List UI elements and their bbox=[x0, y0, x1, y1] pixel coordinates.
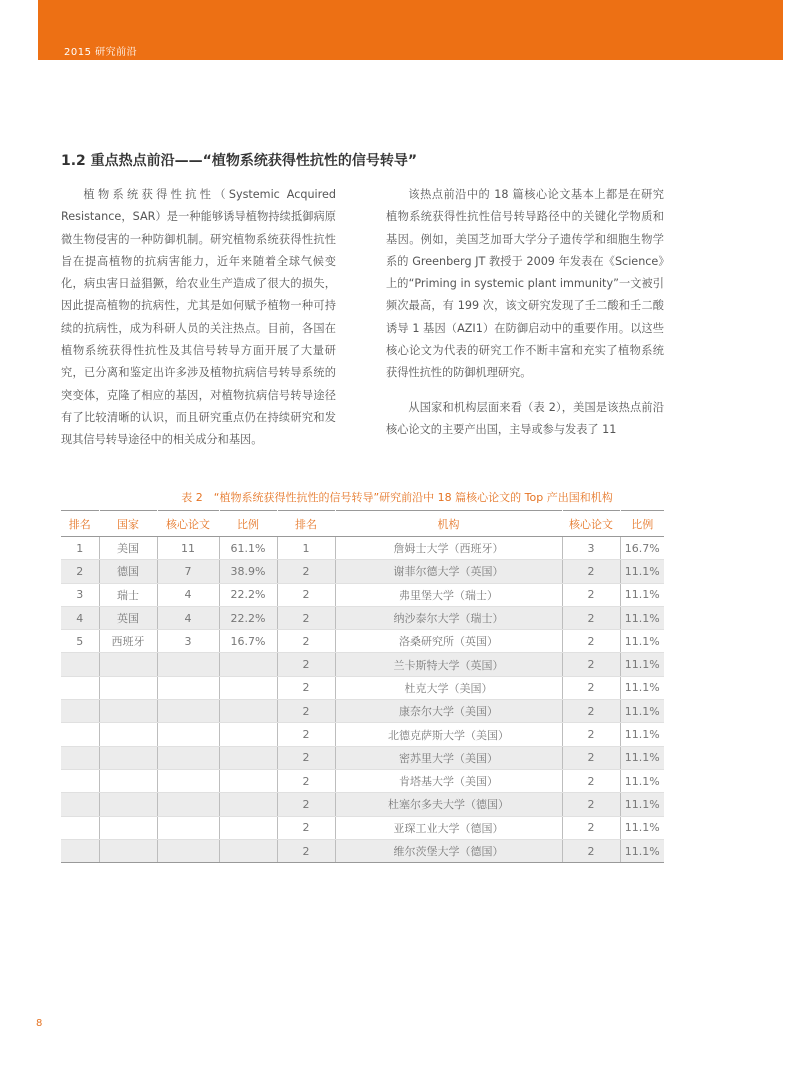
table-cell bbox=[157, 746, 219, 769]
table-row bbox=[61, 816, 664, 839]
table-cell: 1 bbox=[277, 537, 335, 560]
table-row bbox=[61, 839, 664, 862]
table-row bbox=[61, 793, 664, 816]
table-cell: 11.1% bbox=[620, 560, 664, 583]
table-cell: 2 bbox=[562, 816, 620, 839]
table-cell bbox=[157, 723, 219, 746]
table-cell: 11.1% bbox=[620, 606, 664, 629]
table-cell: 兰卡斯特大学（英国） bbox=[335, 653, 562, 676]
table-cell: 肯塔基大学（美国） bbox=[335, 769, 562, 792]
paragraph: 植物系统获得性抗性（Systemic Acquired Resistance，SAR）是一种能够诱导植物持续抵御病原微生物侵害的一种防御机制。研究植物系统获得性抗性旨在提高植物的抗病害能力，近年来随着全球气候变化，病虫害日益猖獗，给农业生产造成了很大的损失，因此提高植物的抗病性，尤其是如何赋予植物一种可持续的抗病性，成为科研人员的关注热点。目前，各国在植物系统获得性抗性及其信号转导方面开展了大量研究，已分离和鉴定出许多涉及植物抗病信号转导系统的突变体，克隆了相应的基因，对植物抗病信号转导途径有了比较清晰的认识，而且研究重点仍在持续研究和发现其信号转导途径中的相关成分和基因。 bbox=[61, 188, 336, 447]
table-cell: 11.1% bbox=[620, 816, 664, 839]
table-cell: 2 bbox=[277, 723, 335, 746]
table-cell: 11.1% bbox=[620, 630, 664, 653]
table-cell: 3 bbox=[562, 537, 620, 560]
table-cell bbox=[219, 793, 277, 816]
table-cell: 2 bbox=[277, 560, 335, 583]
table-cell: 1 bbox=[61, 537, 99, 560]
table-cell: 3 bbox=[157, 630, 219, 653]
table-cell: 11.1% bbox=[620, 653, 664, 676]
table-cell bbox=[157, 769, 219, 792]
table-cell: 2 bbox=[277, 676, 335, 699]
table-cell: 洛桑研究所（英国） bbox=[335, 630, 562, 653]
table-cell bbox=[61, 816, 99, 839]
table-row bbox=[61, 653, 664, 676]
table-cell bbox=[219, 769, 277, 792]
column-header: 比例 bbox=[219, 511, 277, 537]
table-cell bbox=[219, 653, 277, 676]
column-header: 排名 bbox=[61, 511, 99, 537]
table-cell bbox=[219, 700, 277, 723]
column-header: 比例 bbox=[620, 511, 664, 537]
table-cell: 瑞士 bbox=[99, 583, 157, 606]
table-cell: 4 bbox=[157, 583, 219, 606]
table-cell: 11 bbox=[157, 537, 219, 560]
table-cell: 2 bbox=[277, 839, 335, 862]
paragraph: 该热点前沿中的 18 篇核心论文基本上都是在研究植物系统获得性抗性信号转导路径中的关键化学物质和基因。例如，美国芝加哥大学分子遗传学和细胞生物学系的 Greenberg JT 教授于 2009 年发表在《Science》上的“Priming in systemic plant immunity”一文被引频次最高，有 199 次，该文研究发现了壬二酸和壬二酸诱导 1 基因（AZI1）在防御启动中的重要作用。以这些核心论文为代表的研究工作不断丰富和充实了植物系统获得性抗性的防御机理研究。 bbox=[386, 188, 664, 380]
table-cell bbox=[61, 769, 99, 792]
table-row bbox=[61, 746, 664, 769]
table-cell bbox=[99, 676, 157, 699]
table-cell bbox=[61, 676, 99, 699]
table-cell: 2 bbox=[562, 769, 620, 792]
table-cell bbox=[61, 746, 99, 769]
table-cell bbox=[219, 839, 277, 862]
paragraph: 从国家和机构层面来看（表 2），美国是该热点前沿核心论文的主要产出国，主导或参与发表了 11 bbox=[386, 400, 664, 436]
table-cell bbox=[157, 653, 219, 676]
table-cell bbox=[99, 816, 157, 839]
table-cell bbox=[61, 653, 99, 676]
table-cell: 22.2% bbox=[219, 583, 277, 606]
section-title: 1.2 重点热点前沿——“植物系统获得性抗性的信号转导” bbox=[61, 153, 418, 169]
table-cell: 22.2% bbox=[219, 606, 277, 629]
table-row bbox=[61, 676, 664, 699]
header-bar bbox=[38, 0, 783, 60]
table-cell: 纳沙泰尔大学（瑞士） bbox=[335, 606, 562, 629]
table-cell: 2 bbox=[277, 793, 335, 816]
table-cell: 61.1% bbox=[219, 537, 277, 560]
table-cell: 德国 bbox=[99, 560, 157, 583]
table-row bbox=[61, 537, 664, 560]
header-title: 2015 研究前沿 bbox=[64, 47, 138, 58]
table-cell: 2 bbox=[562, 676, 620, 699]
right-column bbox=[386, 184, 664, 441]
table-cell bbox=[99, 769, 157, 792]
table-cell: 杜塞尔多夫大学（德国） bbox=[335, 793, 562, 816]
table-cell: 11.1% bbox=[620, 839, 664, 862]
table-cell: 2 bbox=[562, 630, 620, 653]
table-cell: 11.1% bbox=[620, 676, 664, 699]
table-row bbox=[61, 723, 664, 746]
table-cell: 密苏里大学（美国） bbox=[335, 746, 562, 769]
table-cell bbox=[99, 723, 157, 746]
table-cell: 7 bbox=[157, 560, 219, 583]
table-cell: 2 bbox=[562, 583, 620, 606]
table-row bbox=[61, 560, 664, 583]
table-cell: 2 bbox=[562, 839, 620, 862]
table-cell bbox=[61, 793, 99, 816]
table-cell bbox=[157, 676, 219, 699]
table-cell bbox=[99, 653, 157, 676]
table-cell: 2 bbox=[277, 816, 335, 839]
table-cell: 38.9% bbox=[219, 560, 277, 583]
table-cell: 维尔茨堡大学（德国） bbox=[335, 839, 562, 862]
table-header-row bbox=[61, 511, 664, 537]
table-cell: 11.1% bbox=[620, 769, 664, 792]
table-cell: 詹姆士大学（西班牙） bbox=[335, 537, 562, 560]
table-row bbox=[61, 700, 664, 723]
page-number: 8 bbox=[36, 1018, 43, 1029]
table-cell bbox=[157, 793, 219, 816]
table-cell bbox=[219, 816, 277, 839]
table-cell: 2 bbox=[562, 793, 620, 816]
table-cell bbox=[219, 746, 277, 769]
table-cell: 11.1% bbox=[620, 793, 664, 816]
table-row bbox=[61, 583, 664, 606]
column-header: 核心论文 bbox=[157, 511, 219, 537]
table-cell: 16.7% bbox=[620, 537, 664, 560]
table-cell: 2 bbox=[277, 606, 335, 629]
table-cell bbox=[99, 746, 157, 769]
table-cell: 4 bbox=[61, 606, 99, 629]
left-column bbox=[61, 184, 336, 452]
table-cell: 11.1% bbox=[620, 700, 664, 723]
table-cell: 谢菲尔德大学（英国） bbox=[335, 560, 562, 583]
table-cell: 16.7% bbox=[219, 630, 277, 653]
column-header: 机构 bbox=[335, 511, 562, 537]
institution-table bbox=[61, 510, 664, 863]
table-cell bbox=[99, 700, 157, 723]
table-cell: 美国 bbox=[99, 537, 157, 560]
table-cell: 杜克大学（美国） bbox=[335, 676, 562, 699]
column-header: 国家 bbox=[99, 511, 157, 537]
table-cell: 弗里堡大学（瑞士） bbox=[335, 583, 562, 606]
table-cell: 2 bbox=[277, 630, 335, 653]
table-cell: 2 bbox=[277, 769, 335, 792]
table-cell bbox=[61, 723, 99, 746]
table-cell bbox=[157, 839, 219, 862]
table-cell: 4 bbox=[157, 606, 219, 629]
table-row bbox=[61, 630, 664, 653]
table-cell: 亚琛工业大学（德国） bbox=[335, 816, 562, 839]
table-cell: 2 bbox=[562, 653, 620, 676]
table-cell: 11.1% bbox=[620, 583, 664, 606]
table-cell: 2 bbox=[562, 606, 620, 629]
table-cell: 西班牙 bbox=[99, 630, 157, 653]
table-caption: 表 2 “植物系统获得性抗性的信号转导”研究前沿中 18 篇核心论文的 Top 产出国和机构 bbox=[181, 491, 613, 504]
table-cell bbox=[219, 723, 277, 746]
table-cell bbox=[61, 839, 99, 862]
table-cell bbox=[99, 839, 157, 862]
table-cell: 2 bbox=[277, 653, 335, 676]
table-cell: 3 bbox=[61, 583, 99, 606]
table-body bbox=[61, 537, 664, 863]
table-cell bbox=[157, 816, 219, 839]
table-cell: 2 bbox=[61, 560, 99, 583]
column-header: 排名 bbox=[277, 511, 335, 537]
table-cell bbox=[99, 793, 157, 816]
table-row bbox=[61, 606, 664, 629]
table-cell: 2 bbox=[277, 746, 335, 769]
table-cell: 北德克萨斯大学（美国） bbox=[335, 723, 562, 746]
table-cell bbox=[157, 700, 219, 723]
table-cell: 英国 bbox=[99, 606, 157, 629]
table-cell: 5 bbox=[61, 630, 99, 653]
table-cell: 2 bbox=[562, 700, 620, 723]
table-cell: 2 bbox=[277, 583, 335, 606]
table-cell bbox=[219, 676, 277, 699]
table-cell: 11.1% bbox=[620, 723, 664, 746]
table-cell: 康奈尔大学（美国） bbox=[335, 700, 562, 723]
table-cell bbox=[61, 700, 99, 723]
column-header: 核心论文 bbox=[562, 511, 620, 537]
table-row bbox=[61, 769, 664, 792]
table-cell: 2 bbox=[562, 560, 620, 583]
table-cell: 2 bbox=[562, 723, 620, 746]
table-cell: 2 bbox=[277, 700, 335, 723]
table-cell: 11.1% bbox=[620, 746, 664, 769]
table-cell: 2 bbox=[562, 746, 620, 769]
